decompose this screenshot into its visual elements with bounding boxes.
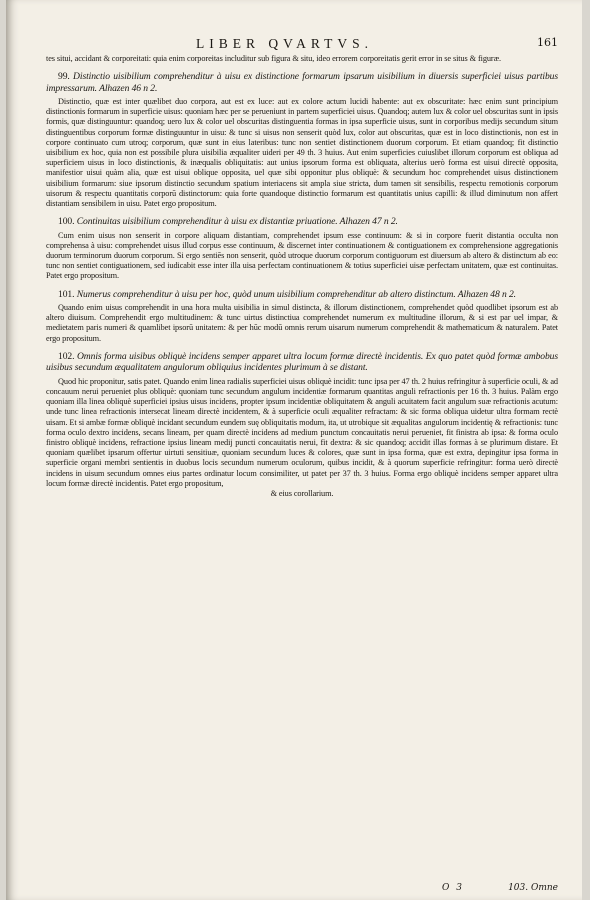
proof-paragraph: Cum enim uisus non senserit in corpore aliquam distantiam, comprehendet ipsum esse continuum: & si in corpore fuerit distantia occulta non comprehensa à uisu: comprehendet uisus illud corpus esse continuum, & discernet inter continuationem & contiguationem ex comprehensione aggregationis duorum terminorum duorum corporum. Si ergo sentiēs non senserit, quòd utroque duorum corporum contiguorum est diuersum ab altero & distinctum ab eo: tunc non sentiet contiguationem, sed iudicabit esse inter illa uisa perfectam continuationem & totius superficiei uisæ perfectam unitatem, quæ est continuitas. Patet ergo propositum. — [46, 230, 558, 281]
page-number: 161 — [537, 36, 558, 49]
proof-paragraph: Distinctio, quæ est inter quælibet duo corpora, aut est ex luce: aut ex colore actum lucidi habente: aut ex obscuritate: hæc enim sunt principium distinctionis formarum in superficie uisus: quoniam hæc per se perueniunt in partem superficiei uisus. Quandoq; autem lux & color uel obscuritas sunt in ipsis formis, quæ distinguuntur: quandoq; uero lux & color uel obscuritas distinguentia formas in ipsa superficie uisus, sunt in corporibus medijs secundum situm distinguentibus corporum formæ distinguuntur in uisu: & tunc si uisus non senserit quòd lux, color aut obscuritas, quæ est in loco distinctionis, non est in corpore continuato cum utroq; corporum, quæ sunt in eius lateribus: tunc non sentiet distinctionem duorum corporum. Et etiam quandoq; fit distinctio uisibilium ex hoc, quia non est possibile plura uisibilia æqualiter uideri per 49 th. 3 huius. Aut enim superficies cuiuslibet illorum corporum est obliqua ad superficiem uisus in loco distinctionis, & inæqualis obliquitatis: aut unius ipsorum forma est obliquata, alterius uerò forma est uisui directè opposita, manifestior uisui quàm alia, quæ est uisui oblique opposita, uel quæ sibi opponitur plus obliquè: & secundum hoc comprehendet uisus distinctionem uisibilium formarum: siue ipsorum distinctio secundum spatium interiacens sit ampla siue stricta, dum tamen sit sensibilis, respectu remotionis corporum uisorum & respectu quantitatis corporū distinctorum: quia forte quandoque distinctio formarum est quantitatis unius capilli: & illud diminutum non affert distantiam sensibilem in uisu. Patet ergo propositum. — [46, 97, 558, 209]
running-title: LIBER QVARTVS. — [196, 36, 373, 51]
proposition-number: 101. — [58, 288, 75, 300]
proposition-statement: Omnis forma uisibus obliquè incidens semper apparet ultra locum formæ directè incidentis. Ex quo patet quòd formæ ambobus uisibus secundum æqualitatem angulorum obliquius incidentes plurimum à se distant. — [46, 350, 558, 374]
opening-paragraph: tes situi, accidant & corporeitati: quia enim corporeitas includitur sub figura & situ, ideo errorem corporeitatis gerit error in se situs & figuræ. — [46, 54, 502, 63]
running-head — [46, 36, 558, 50]
proposition-statement: Continuitas uisibilium comprehenditur à uisu ex distantiæ priuatione. Alhazen 47 n 2. — [76, 216, 398, 228]
proposition-number: 100. — [58, 216, 75, 228]
proposition-99 — [46, 71, 558, 94]
book-page — [6, 0, 582, 900]
proposition-100 — [46, 216, 558, 227]
proof-paragraph: Quando enim uisus comprehendit in una hora multa uisibilia in simul distincta, & illorum distinctionem, comprehendet quòd quodlibet ipsorum est ab altero diuisum. Comprehendit ergo multitudinem: & tunc uirtus distinctiua comprehendet numerum ex multitudine illorum, & si est par uel impar, & medietatem paris numeri & quamlibet ipsorū unitatem: & per hūc modū omnis rerum uisarum numerum comprehendit & mathematicum & naturalem. Patet ergo propositum. — [46, 303, 558, 343]
corollary-line: & eius corollarium. — [270, 488, 334, 498]
proposition-102 — [46, 351, 558, 374]
proposition-statement: Numerus comprehenditur à uisu per hoc, quòd unum uisibilium comprehenditur ab altero distinctum. Alhazen 48 n 2. — [76, 288, 516, 300]
proof-paragraph: Quod hic proponitur, satis patet. Quando enim linea radialis superficiei uisus obliquè incidit: tunc ipsa per 47 th. 2 huius refringitur à superficie oculi, & ad concauum nerui perueniet plus obliquè: quoniam tunc secundum angulum incidentiæ formarum quantitas anguli refractionis per 16 th. 3 huius. Palàm ergo quoniam illa linea obliquè superficiei ipsius uisus incidens, propter ipsum incidentiæ obliquitatem & anguli acuitatem facit angulum suæ refractionis acutum: unde tunc linea refractionis intersecat lineam directè incidentem, & à superficie oculi æqualiter refractam: & sic forma obliqua uidetur ultra formam rectè uisam. Et si ambæ formæ obliquè incidant secundum eundem suę obliquitatis modum, ita, ut utrobique sit æqualitas angulorum incidentię & refractionis: tunc forma oculo dextro incidens, secans lineam, per quam directè incidens ad medium punctum concauitatis nerui perueniet, fit finistra ab ipsa: & forma oculo finistro obliquè incidens, refractione ipsius lineam medij puncti concauitatis nerui, fit dextra: & sic quandoq; accidit illas formas à se plurimum distare. Et quoniam quælibet ipsarum offertur uirtuti sensitiuæ, quoniam secundum luces & colores, quæ sunt in ipsa forma, quæ est extra, depingitur ipsa forma in superficie organi membri sentientis in duobus locis secundum numerum oculorum, quibus incidit, & à quorum superficie refringitur: forma uerò directè incidens in uisum secundum omnes eius partes ordinatur locum consimiliter, ut patet per 37 th. 3 huius. Forma ergo obliquè incidens semper apparet ultra locum formæ directè incidentis. Patet ergo propositum, — [46, 376, 558, 488]
page-body — [46, 54, 558, 499]
proposition-number: 102. — [58, 350, 75, 362]
catchword: 103. Omne — [508, 883, 558, 893]
proposition-statement: Distinctio uisibilium comprehenditur à uisu ex distinctione formarum ipsarum uisibilium in diuersis superficiei uisus partibus impressarum. Alhazen 46 n 2. — [46, 71, 558, 94]
signature-mark: O 3 — [442, 883, 464, 893]
page-footer — [46, 883, 558, 895]
proposition-number: 99. — [58, 71, 70, 83]
proposition-101 — [46, 289, 558, 300]
